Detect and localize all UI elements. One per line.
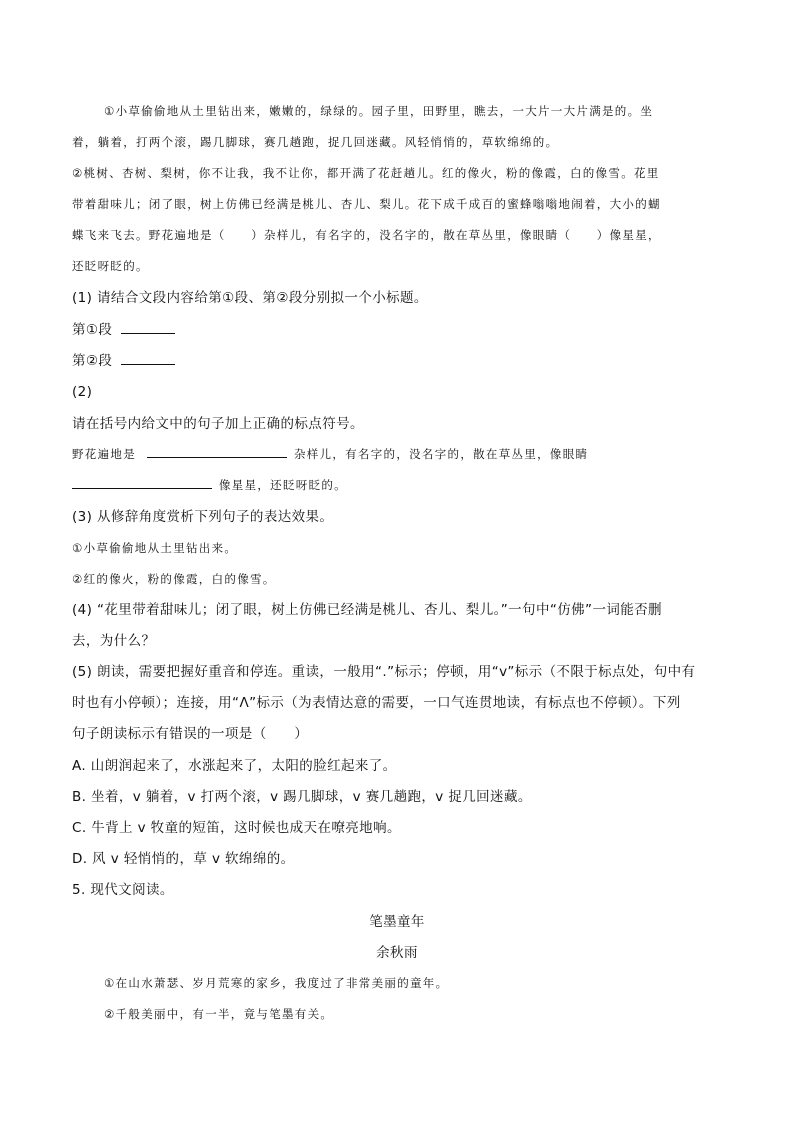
question-4-line-2: 去，为什么？	[72, 633, 156, 649]
question-1-prompt: (1) 请结合文段内容给第①段、第②段分别拟一个小标题。	[72, 290, 428, 306]
question-5-option-b: B. 坐着，v 躺着，v 打两个滚，v 踢几脚球，v 赛几趟跑，v 捉几回迷藏。	[72, 789, 532, 805]
question-2-number: (2)	[72, 384, 93, 400]
question-5-line-3: 句子朗读标示有错误的一项是（ ）	[72, 726, 309, 742]
question-2-prompt: 请在括号内给文中的句子加上正确的标点符号。	[72, 416, 364, 432]
question-1-para1	[72, 324, 175, 338]
article-para-1: ①在山水萧瑟、岁月荒寒的家乡，我度过了非常美丽的童年。	[104, 976, 449, 990]
passage-line-5: 蝶飞来飞去。野花遍地是（ ）杂样儿，有名字的，没名字的，散在草丛里，像眼睛（ ）像星星，	[72, 228, 661, 242]
para1-answer-blank[interactable]	[121, 332, 175, 334]
passage-line-1: ①小草偷偷地从土里钻出来，嫩嫩的，绿绿的。园子里，田野里，瞧去，一大片一大片满是的。坐	[104, 104, 654, 118]
question-4-line-1: (4) “花里带着甜味儿；闭了眼，树上仿佛已经满是桃儿、杏儿、梨儿。”一句中“仿佛”一词能否删	[72, 602, 662, 618]
question-5-option-a: A. 山朗润起来了，水涨起来了，太阳的脸红起来了。	[72, 758, 397, 774]
question-2-sentence-line-2	[72, 480, 347, 492]
question-3-item-1: ①小草偷偷地从土里钻出来。	[72, 541, 238, 555]
sentence-part-1: 野花遍地是	[72, 447, 136, 461]
sentence-part-2: 杂样儿，有名字的，没名字的，散在草丛里，像眼睛	[293, 447, 589, 461]
para1-label: 第①段	[72, 322, 113, 338]
punctuation-blank-2[interactable]	[72, 487, 212, 489]
question-2-sentence-line-1	[72, 449, 588, 461]
punctuation-blank-1[interactable]	[147, 456, 287, 458]
passage-line-3: ②桃树、杏树、梨树，你不让我，我不让你，都开满了花赶趟儿。红的像火，粉的像霞，白的像雪。花里	[72, 166, 660, 180]
passage-line-6: 还眨呀眨的。	[72, 259, 149, 273]
article-title: 笔墨童年	[369, 914, 425, 930]
para2-label: 第②段	[72, 353, 113, 369]
question-5-option-c: C. 牛背上 v 牧童的短笛，这时候也成天在嘹亮地响。	[72, 820, 401, 836]
question-3-prompt: (3) 从修辞角度赏析下列句子的表达效果。	[72, 509, 334, 525]
question-1-para2	[72, 355, 175, 369]
question-5-option-d: D. 风 v 轻悄悄的，草 v 软绵绵的。	[72, 851, 295, 867]
question-5-line-2: 时也有小停顿）；连接，用“Λ”标示（为表情达意的需要，一口气连贯地读，有标点也不停顿）。下列	[72, 695, 681, 711]
sentence-part-3: 像星星，还眨呀眨的。	[218, 478, 347, 492]
article-author: 余秋雨	[376, 945, 418, 961]
para2-answer-blank[interactable]	[121, 363, 175, 365]
section-5-heading: 5. 现代文阅读。	[72, 882, 174, 898]
question-3-item-2: ②红的像火，粉的像霞，白的像雪。	[72, 572, 276, 586]
passage-line-4: 带着甜味儿；闭了眼，树上仿佛已经满是桃儿、杏儿、梨儿。花下成千成百的蜜蜂嗡嗡地闹着，大小的蝴	[72, 197, 661, 211]
article-para-2: ②千般美丽中，有一半，竟与笔墨有关。	[104, 1007, 334, 1021]
passage-line-2: 着，躺着，打两个滚，踢几脚球，赛几趟跑，捉几回迷藏。风轻悄悄的，草软绵绵的。	[72, 135, 559, 149]
question-5-line-1: (5) 朗读，需要把握好重音和停连。重读，一般用“.”标示；停顿，用“v”标示（不限于标点处，句中有	[72, 664, 696, 680]
